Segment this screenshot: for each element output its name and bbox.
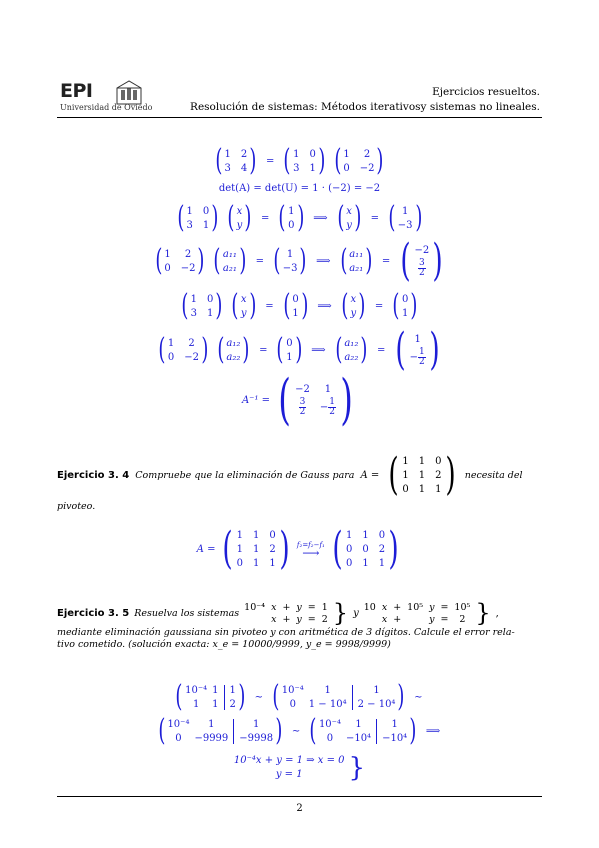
implies-arrow: ⟹ [317, 300, 332, 312]
matrix-l: ( 1 0 3 1 ) [177, 200, 219, 235]
cell: 0 [269, 529, 276, 541]
cell: 1 [414, 333, 421, 345]
fraction [328, 398, 336, 417]
minus-sign: − [409, 351, 418, 363]
matrix-l: ( 1 0 3 1 ) [181, 288, 223, 323]
cell: −10⁴ [345, 732, 372, 744]
inverse-label: A⁻¹ = [241, 394, 271, 406]
row-operation-label: f₂=f₂−f₁ [296, 541, 325, 549]
cell: 0 [346, 543, 353, 555]
cell: 3 [224, 162, 231, 174]
vector-solution: ( 0 1 ) [392, 288, 418, 323]
cell: 0 [378, 529, 386, 541]
equals: = [370, 212, 380, 224]
cell: 1 [343, 148, 350, 160]
matrix-a: ( 1 1 0 1 1 2 0 1 1 ) [222, 523, 290, 574]
matrix-u: ( 1 2 0 −2 ) [333, 143, 384, 178]
cell: −3 [282, 262, 298, 274]
solution-line-2: y = 1 [275, 769, 303, 780]
cell: 0 [288, 219, 295, 231]
cell: x [346, 205, 352, 217]
cell: a₂₂ [226, 351, 241, 363]
cell: 2 [435, 469, 442, 481]
exercise-3-4 [57, 449, 547, 512]
vector-xy: ( x y ) [341, 288, 366, 323]
cell: 1 [186, 205, 193, 217]
cell: 1 [435, 483, 442, 495]
right-brace-icon: } [475, 599, 491, 627]
cell: 1 [236, 529, 243, 541]
vector-rhs: ( 0 1 ) [276, 332, 302, 367]
cell: 1 [164, 248, 171, 260]
matrix-u: ( 1 2 0 −2 ) [154, 243, 205, 278]
header-subtitle: Resolución de sistemas: Métodos iterativosy sistemas no lineales. [190, 101, 540, 113]
vector-solution: ( −2 $\frac{3}{2}$ ) [400, 235, 443, 286]
term: 1 [321, 601, 328, 613]
exercise-title: Ejercicio 3. 4 [57, 469, 130, 481]
row-operation-arrow [296, 541, 325, 560]
term: x [381, 601, 388, 613]
university-crest-icon [113, 80, 145, 105]
cell: 0 [167, 351, 175, 363]
cell: 3 [186, 219, 193, 231]
cell: 1 [229, 684, 236, 696]
header-title: Ejercicios resueltos. [432, 86, 540, 98]
augmented-step-2 [0, 713, 599, 748]
numerator: 1 [419, 346, 425, 357]
cell: −10⁴ [382, 732, 408, 744]
cell: 0 [236, 557, 243, 569]
cell: −2 [295, 383, 310, 395]
term: = [440, 601, 449, 613]
solution-lines [234, 754, 345, 782]
system-ux-2 [0, 324, 599, 375]
cell: 1 [378, 557, 386, 569]
exercise-text: Compruebe que la eliminación de Gauss para [135, 469, 355, 481]
vector-xy: ( x y ) [227, 200, 252, 235]
implies-arrow: ⟹ [313, 212, 328, 224]
cell: 1 [309, 162, 316, 174]
vector-rhs: ( 1 0 ) [278, 200, 304, 235]
cell: 10⁻⁴ [167, 718, 190, 730]
cell: 1 [418, 469, 426, 481]
equivalence-tilde: ∼ [291, 725, 301, 737]
cell: −9998 [239, 732, 274, 744]
term: y [429, 601, 435, 613]
term [364, 614, 376, 625]
footer-rule [57, 796, 542, 797]
cell: 10⁻⁴ [185, 684, 208, 696]
exercise-text: necesita del [464, 469, 523, 481]
vector-a: ( a₁₁ a₂₁ ) [213, 243, 247, 278]
cell: 1 [212, 698, 219, 710]
vector-rhs: ( 0 1 ) [282, 288, 309, 323]
term: + [282, 601, 291, 613]
cell: 1 [292, 307, 299, 319]
matrix-label: A = [360, 469, 380, 481]
term: = [307, 601, 316, 613]
denominator: 2 [419, 356, 425, 367]
cell: 0 [292, 293, 299, 305]
cell: 0 [202, 205, 210, 217]
cell: 2 [188, 337, 195, 349]
cell: 1 [402, 455, 409, 467]
cell: 2 [229, 698, 236, 710]
cell: y [350, 307, 357, 319]
system-2 [364, 602, 471, 625]
cell: 10⁻⁴ [281, 684, 304, 696]
cell: 0 [362, 543, 369, 555]
cell: y [240, 307, 247, 319]
header-rule [57, 117, 542, 118]
cell: y [236, 219, 243, 231]
vector-rhs: ( 1 −3 ) [273, 243, 307, 278]
minus-sign: − [319, 401, 329, 413]
cell: 1 [324, 684, 331, 696]
cell: 2 − 10⁴ [357, 698, 396, 710]
cell: 1 [190, 293, 198, 305]
cell: a₁₂ [226, 337, 241, 349]
augment-bar [233, 719, 234, 744]
term: 2 [321, 613, 328, 625]
denominator: 2 [418, 267, 425, 278]
cell: 1 [418, 455, 426, 467]
exercise-text: mediante eliminación gaussiana sin pivoteo y con aritmética de 3 dígitos. Calcule el error rela- [57, 627, 515, 638]
cell: 1 [362, 529, 369, 541]
cell: 0 [164, 262, 171, 274]
cell: 2 [378, 543, 386, 555]
cell: a₁₁ [349, 248, 364, 260]
cell: x [350, 293, 357, 305]
system-ly-2 [0, 288, 599, 323]
cell: 0 [207, 293, 214, 305]
augment-bar [224, 685, 225, 710]
exercise-text: pivoteo. [57, 501, 96, 512]
cell: a₂₁ [222, 262, 237, 274]
cell: 1 [253, 543, 260, 555]
term [244, 614, 265, 625]
cell: 0 [346, 557, 353, 569]
vector-xy: ( x y ) [336, 200, 362, 235]
term: = [307, 613, 316, 625]
augment-bar [352, 685, 353, 710]
cell: −2 [414, 244, 430, 256]
cell: 0 [402, 483, 409, 495]
cell: 0 [435, 455, 442, 467]
term: x [271, 613, 277, 625]
augmented-matrix-2: ( 10⁻⁴ 1 1 0 1 − 10⁴ 2 − 10⁴ ) [272, 679, 405, 714]
equals: = [374, 300, 384, 312]
cell: y [346, 219, 352, 231]
trailing-comma: , [495, 607, 499, 619]
vector-solution: ( 1 − $\frac{1}{2}$ ) [395, 324, 440, 375]
cell: 1 [286, 248, 294, 260]
implies-arrow: ⟹ [311, 344, 326, 356]
term: + [393, 613, 402, 625]
equals: = [261, 212, 270, 224]
system-ux-1 [0, 235, 599, 286]
lu-factorization [0, 143, 599, 178]
numerator: 3 [418, 257, 425, 268]
equivalence-tilde: ∼ [414, 691, 423, 703]
matrix-u: ( 1 2 0 −2 ) [158, 332, 209, 367]
term: 10 [363, 601, 376, 613]
cell: −2 [184, 351, 199, 363]
cell: 1 [402, 469, 409, 481]
term: = [440, 613, 449, 625]
cell: 1 [253, 557, 260, 569]
term: y [429, 613, 435, 625]
cell: 1 [346, 529, 353, 541]
equals: = [265, 300, 274, 312]
implies-arrow: ⟹ [425, 725, 441, 737]
cell: 1 [401, 307, 409, 319]
cell: 10⁻⁴ [318, 718, 341, 730]
equals: = [255, 255, 264, 267]
cell: 1 [391, 718, 398, 730]
inverse-matrix [0, 368, 599, 431]
cell: 1 [192, 698, 200, 710]
cell: 0 [289, 698, 296, 710]
term [407, 614, 423, 625]
cell: −2 [359, 162, 375, 174]
term: + [282, 613, 291, 625]
cell: 1 [167, 337, 175, 349]
term: y [296, 613, 302, 625]
cell: a₂₁ [349, 262, 364, 274]
augmented-matrix-1: ( 10⁻⁴ 1 1 1 1 2 ) [175, 679, 246, 714]
cell: 1 [269, 557, 276, 569]
cell: 1 [286, 351, 293, 363]
cell: 1 [202, 219, 210, 231]
solution-line-1: 10⁻⁴x + y = 1 ⇒ x = 0 [233, 755, 345, 766]
term: y [296, 601, 302, 613]
cell: 1 [293, 148, 300, 160]
gauss-elimination-3-4 [0, 523, 599, 574]
cell: 0 [175, 732, 182, 744]
matrix-a-inverse: ( −2 1 $\frac{3}{2}$ − $\frac{1}{2}$ ) [278, 368, 353, 431]
matrix-a: ( 1 1 0 1 1 2 0 1 1 ) [388, 449, 456, 500]
term: 2 [459, 613, 466, 625]
exercise-text: Resuelva los sistemas [134, 607, 240, 619]
cell: 2 [363, 148, 371, 160]
fraction [295, 398, 310, 417]
cell: 2 [184, 248, 192, 260]
term: + [393, 601, 402, 613]
cell: 4 [240, 162, 248, 174]
matrix-l: ( 1 0 3 1 ) [283, 143, 326, 178]
determinant-line: det(A) = det(U) = 1 · (−2) = −2 [218, 183, 381, 194]
exercise-title: Ejercicio 3. 5 [57, 607, 130, 619]
cell: 1 [236, 543, 243, 555]
equivalence-tilde: ∼ [254, 691, 264, 703]
cell: a₁₁ [222, 248, 237, 260]
equals: = [266, 155, 275, 167]
cell [320, 398, 336, 417]
numerator: 1 [329, 396, 335, 407]
cell: 1 [355, 718, 362, 730]
page-number: 2 [296, 803, 303, 814]
matrix-label: A = [196, 543, 216, 555]
fraction [418, 348, 426, 367]
cell: 1 [253, 718, 260, 730]
vector-xy: ( x y ) [231, 288, 256, 323]
cell: a₂₂ [344, 351, 359, 363]
cell: −9999 [194, 732, 229, 744]
cell: 1 [212, 684, 219, 696]
cell: 1 [208, 718, 215, 730]
cell: x [240, 293, 247, 305]
cell: 1 [362, 557, 369, 569]
equals: = [381, 255, 391, 267]
conjunction: y [353, 607, 359, 619]
matrix-a: ( 1 2 3 4 ) [215, 143, 257, 178]
right-brace-icon: } [348, 753, 366, 783]
cell: 1 [373, 684, 380, 696]
system-1 [244, 602, 328, 625]
cell: 0 [309, 148, 316, 160]
cell: a₁₂ [344, 337, 359, 349]
vector-solution: ( 1 −3 ) [388, 200, 422, 235]
exercise-text: tivo cometido. (solución exacta: x_e = 10000/9999, y_e = 9998/9999) [57, 639, 391, 650]
cell: 1 [288, 205, 295, 217]
augmented-step-1 [0, 679, 599, 714]
cell: 1 [418, 483, 426, 495]
equals: = [259, 344, 268, 356]
cell: x [236, 205, 243, 217]
denominator: 2 [329, 406, 335, 417]
augment-bar [376, 719, 377, 744]
university-logo [60, 80, 160, 114]
cell: 3 [293, 162, 300, 174]
cell: 0 [343, 162, 350, 174]
cell: 1 [207, 307, 214, 319]
cell: 1 [224, 148, 231, 160]
implies-arrow: ⟹ [316, 255, 331, 267]
cell: 1 − 10⁴ [308, 698, 347, 710]
term: x [381, 613, 388, 625]
system-ly-1 [0, 200, 599, 235]
augmented-matrix-4: ( 10⁻⁴ 1 1 0 −10⁴ −10⁴ ) [309, 713, 417, 748]
cell: 3 [190, 307, 198, 319]
exercise-3-5 [57, 601, 547, 650]
logo-university-name: Universidad de Oviedo [60, 103, 153, 112]
term: 10⁻⁴ [244, 601, 266, 613]
cell: −3 [397, 219, 413, 231]
term: x [271, 601, 277, 613]
cell [410, 348, 426, 367]
cell: 1 [401, 205, 409, 217]
cell: 1 [253, 529, 260, 541]
cell: 1 [324, 383, 332, 395]
cell: 0 [326, 732, 334, 744]
augmented-matrix-3: ( 10⁻⁴ 1 1 0 −9999 −9998 ) [158, 713, 283, 748]
cell: 0 [401, 293, 409, 305]
logo-epi-text: EPI [60, 80, 93, 102]
matrix-result: ( 1 1 0 0 0 2 0 1 1 ) [332, 523, 399, 574]
vector-a: ( a₁₂ a₂₂ ) [334, 332, 368, 367]
numerator: 3 [299, 396, 306, 407]
cell: 2 [269, 543, 276, 555]
fraction [414, 259, 429, 278]
vector-a: ( a₁₁ a₂₁ ) [339, 243, 373, 278]
right-brace-icon: } [332, 599, 349, 627]
cell: −2 [180, 262, 196, 274]
term: 10⁵ [407, 601, 424, 613]
final-solution [0, 754, 599, 782]
denominator: 2 [299, 406, 306, 417]
cell: 0 [286, 337, 293, 349]
equals: = [377, 344, 386, 356]
vector-a: ( a₁₂ a₂₂ ) [217, 332, 250, 367]
cell: 2 [240, 148, 248, 160]
long-arrow-icon: ⟶ [302, 546, 320, 560]
term: 10⁵ [454, 601, 471, 613]
